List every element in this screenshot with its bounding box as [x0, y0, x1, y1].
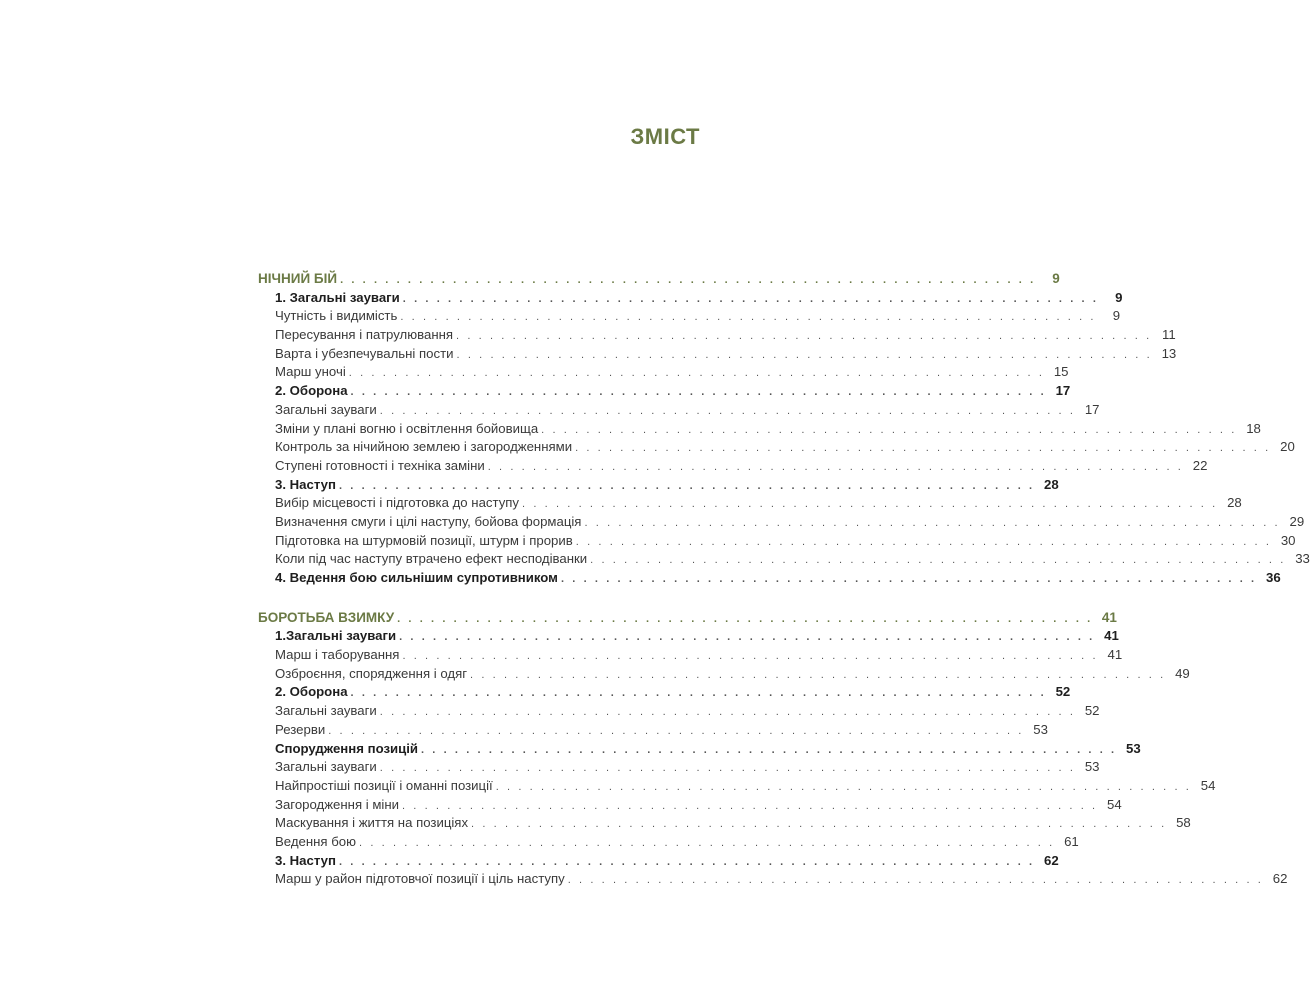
- toc-item-row[interactable]: [258, 438, 1295, 457]
- toc-page-number: 9: [1112, 308, 1121, 324]
- toc-page-number: 9: [1115, 289, 1123, 305]
- toc-item-row[interactable]: [258, 646, 1123, 665]
- toc-page-number: 11: [1162, 327, 1176, 343]
- toc-page-number: 53: [1084, 759, 1100, 775]
- dot-leader: . . . . . . . . . . . . . . . . . . . . . . . . . . . . . . . . . . . . . . . . . . . . . . . . . . . . . . . . . . . . . .: [379, 404, 1076, 417]
- toc-page-number: 17: [1055, 383, 1071, 399]
- toc-entry-label: Коли під час наступу втрачено ефект несподіванки: [275, 551, 588, 567]
- dot-leader: . . . . . . . . . . . . . . . . . . . . . . . . . . . . . . . . . . . . . . . . . . . . . . . . . . . . . . . . . . . . . .: [402, 799, 1098, 812]
- toc-item-row[interactable]: [258, 457, 1208, 476]
- dot-leader: . . . . . . . . . . . . . . . . . . . . . . . . . . . . . . . . . . . . . . . . . . . . . . . . . . . . . . . . . . . . . .: [400, 311, 1097, 324]
- toc-item-row[interactable]: [258, 796, 1122, 815]
- toc-chapter-row[interactable]: [258, 476, 1059, 495]
- toc-item-row[interactable]: [258, 814, 1191, 833]
- dot-leader: . . . . . . . . . . . . . . . . . . . . . . . . . . . . . . . . . . . . . . . . . . . . . . . . . . . . . . . . . . . . . .: [402, 292, 1099, 305]
- toc-page-number: 52: [1084, 703, 1100, 719]
- dot-leader: . . . . . . . . . . . . . . . . . . . . . . . . . . . . . . . . . . . . . . . . . . . . . . . . . . . . . . . . . . . . . .: [399, 631, 1095, 644]
- toc-entry-label: 4. Ведення бою сильнішим супротивником: [275, 570, 558, 585]
- toc-section: [258, 270, 1310, 588]
- dot-leader: . . . . . . . . . . . . . . . . . . . . . . . . . . . . . . . . . . . . . . . . . . . . . . . . . . . . . . . . . . . . . .: [575, 535, 1272, 548]
- toc-page-number: 36: [1266, 570, 1281, 585]
- toc-page-number: 54: [1200, 777, 1216, 793]
- toc-entry-label: НІЧНИЙ БІЙ: [258, 271, 338, 286]
- dot-leader: . . . . . . . . . . . . . . . . . . . . . . . . . . . . . . . . . . . . . . . . . . . . . . . . . . . . . . . . . . . . . .: [397, 612, 1093, 625]
- dot-leader: . . . . . . . . . . . . . . . . . . . . . . . . . . . . . . . . . . . . . . . . . . . . . . . . . . . . . . . . . . . . . .: [379, 706, 1076, 719]
- dot-leader: . . . . . . . . . . . . . . . . . . . . . . . . . . . . . . . . . . . . . . . . . . . . . . . . . . . . . . . . . . . . . .: [350, 687, 1047, 700]
- toc-page-number: 15: [1053, 364, 1069, 380]
- dot-leader: . . . . . . . . . . . . . . . . . . . . . . . . . . . . . . . . . . . . . . . . . . . . . . . . . . . . . . . . . . . . . .: [350, 386, 1047, 399]
- dot-leader: . . . . . . . . . . . . . . . . . . . . . . . . . . . . . . . . . . . . . . . . . . . . . . . . . . . . . . . . . . . . . .: [338, 855, 1035, 868]
- toc-chapter-row[interactable]: [258, 740, 1141, 759]
- toc-page-number: 54: [1107, 796, 1122, 812]
- toc-page-number: 29: [1289, 513, 1305, 529]
- toc-entry-label: 3. Наступ: [275, 476, 336, 492]
- toc-chapter-row[interactable]: [258, 683, 1071, 702]
- toc-entry-label: Озброєння, спорядження і одяг: [275, 665, 468, 681]
- toc-chapter-row[interactable]: [258, 382, 1071, 401]
- dot-leader: . . . . . . . . . . . . . . . . . . . . . . . . . . . . . . . . . . . . . . . . . . . . . . . . . . . . . . . . . . . . . .: [590, 554, 1286, 567]
- toc-entry-label: Зміни у плані вогню і освітлення бойовища: [275, 420, 539, 436]
- toc-entry-label: Контроль за нічийною землею і загородженнями: [275, 439, 573, 455]
- toc-chapter-row[interactable]: [258, 627, 1119, 646]
- dot-leader: . . . . . . . . . . . . . . . . . . . . . . . . . . . . . . . . . . . . . . . . . . . . . . . . . . . . . . . . . . . . . .: [567, 874, 1264, 887]
- toc-entry-label: Спорудження позицій: [275, 740, 418, 756]
- toc-item-row[interactable]: [258, 363, 1069, 382]
- toc-item-row[interactable]: [258, 777, 1216, 796]
- toc-entry-label: Загальні зауваги: [275, 703, 377, 719]
- dot-leader: . . . . . . . . . . . . . . . . . . . . . . . . . . . . . . . . . . . . . . . . . . . . . . . . . . . . . . . . . . . . . .: [470, 668, 1166, 681]
- toc-page-number: 41: [1101, 609, 1117, 625]
- toc-part-row[interactable]: [258, 270, 1060, 289]
- toc-entry-label: Ведення бою: [275, 833, 357, 849]
- dot-leader: . . . . . . . . . . . . . . . . . . . . . . . . . . . . . . . . . . . . . . . . . . . . . . . . . . . . . . . . . . . . . .: [456, 330, 1152, 343]
- toc-item-row[interactable]: [258, 401, 1100, 420]
- toc-page-number: 53: [1126, 740, 1141, 756]
- toc-chapter-row[interactable]: [258, 289, 1123, 308]
- toc-entry-label: Загальні зауваги: [275, 759, 377, 775]
- toc-item-row[interactable]: [258, 870, 1288, 889]
- dot-leader: . . . . . . . . . . . . . . . . . . . . . . . . . . . . . . . . . . . . . . . . . . . . . . . . . . . . . . . . . . . . . .: [541, 423, 1237, 436]
- toc-entry-label: Підготовка на штурмовій позиції, штурм і прорив: [275, 532, 573, 548]
- toc-entry-label: 2. Оборона: [275, 684, 348, 700]
- toc-page-number: 28: [1227, 495, 1242, 511]
- dot-leader: . . . . . . . . . . . . . . . . . . . . . . . . . . . . . . . . . . . . . . . . . . . . . . . . . . . . . . . . . . . . . .: [348, 367, 1045, 380]
- toc-entry-label: Чутність і видимість: [275, 308, 398, 324]
- dot-leader: . . . . . . . . . . . . . . . . . . . . . . . . . . . . . . . . . . . . . . . . . . . . . . . . . . . . . . . . . . . . . .: [495, 780, 1192, 793]
- toc-entry-label: Маскування і життя на позиціях: [275, 815, 469, 831]
- toc-entry-label: Загородження і міни: [275, 796, 399, 812]
- toc-chapter-row[interactable]: [258, 569, 1281, 588]
- toc-entry-label: 3. Наступ: [275, 852, 336, 868]
- toc-item-row[interactable]: [258, 494, 1242, 513]
- dot-leader: . . . . . . . . . . . . . . . . . . . . . . . . . . . . . . . . . . . . . . . . . . . . . . . . . . . . . . . . . . . . . .: [340, 274, 1036, 286]
- toc-page-number: 41: [1107, 647, 1123, 663]
- toc-entry-label: Вибір місцевості і підготовка до наступу: [275, 495, 520, 511]
- dot-leader: . . . . . . . . . . . . . . . . . . . . . . . . . . . . . . . . . . . . . . . . . . . . . . . . . . . . . . . . . . . . . .: [456, 348, 1153, 361]
- toc-page-number: 17: [1084, 401, 1100, 417]
- toc-item-row[interactable]: [258, 307, 1121, 326]
- toc-page-number: 58: [1176, 815, 1191, 831]
- toc-page-number: 9: [1052, 271, 1060, 286]
- toc-page-number: 28: [1044, 476, 1059, 492]
- toc-entry-label: Марш уночі: [275, 364, 346, 380]
- dot-leader: . . . . . . . . . . . . . . . . . . . . . . . . . . . . . . . . . . . . . . . . . . . . . . . . . . . . . . . . . . . . . .: [379, 762, 1076, 775]
- toc-page-number: 20: [1280, 439, 1295, 455]
- toc-page-number: 61: [1064, 833, 1079, 849]
- toc-part-row[interactable]: [258, 609, 1117, 628]
- dot-leader: . . . . . . . . . . . . . . . . . . . . . . . . . . . . . . . . . . . . . . . . . . . . . . . . . . . . . . . . . . . . . .: [487, 460, 1184, 473]
- toc-entry-label: 2. Оборона: [275, 383, 348, 399]
- toc-section: [258, 609, 1288, 889]
- toc-item-row[interactable]: [258, 758, 1100, 777]
- toc-entry-label: Визначення смуги і цілі наступу, бойова формація: [275, 513, 582, 529]
- toc-entry-label: Марш і таборування: [275, 647, 400, 663]
- toc-page-number: 49: [1175, 665, 1190, 681]
- toc-page-number: 62: [1272, 871, 1288, 887]
- toc-entry-label: Пересування і патрулювання: [275, 327, 454, 343]
- dot-leader: . . . . . . . . . . . . . . . . . . . . . . . . . . . . . . . . . . . . . . . . . . . . . . . . . . . . . . . . . . . . . .: [471, 818, 1167, 831]
- toc-entry-label: 1. Загальні зауваги: [275, 289, 400, 305]
- toc-page-number: 33: [1295, 551, 1310, 567]
- toc-item-row[interactable]: [258, 550, 1310, 569]
- toc-page-number: 52: [1055, 684, 1071, 700]
- toc-item-row[interactable]: [258, 721, 1048, 740]
- toc-entry-label: Резерви: [275, 721, 326, 737]
- toc-item-row[interactable]: [258, 420, 1261, 439]
- toc-entry-label: Загальні зауваги: [275, 401, 377, 417]
- toc-item-row[interactable]: [258, 345, 1177, 364]
- toc-page-number: 30: [1280, 532, 1296, 548]
- dot-leader: . . . . . . . . . . . . . . . . . . . . . . . . . . . . . . . . . . . . . . . . . . . . . . . . . . . . . . . . . . . . . .: [575, 442, 1271, 455]
- toc-page-number: 18: [1246, 420, 1261, 436]
- dot-leader: . . . . . . . . . . . . . . . . . . . . . . . . . . . . . . . . . . . . . . . . . . . . . . . . . . . . . . . . . . . . . .: [338, 479, 1035, 492]
- toc-page-number: 62: [1044, 852, 1059, 868]
- toc-item-row[interactable]: [258, 326, 1176, 345]
- toc-entry-label: Варта і убезпечувальні пости: [275, 345, 454, 361]
- toc-entry-label: БОРОТЬБА ВЗИМКУ: [258, 609, 395, 625]
- toc-page-number: 22: [1192, 457, 1208, 473]
- toc-item-row[interactable]: [258, 665, 1190, 684]
- page-title: ЗМІСТ: [630, 124, 700, 149]
- toc-entry-label: Найпростіші позиції і оманні позиції: [275, 777, 493, 793]
- toc-entry-label: Марш у район підготовчої позиції і ціль наступу: [275, 871, 565, 887]
- dot-leader: . . . . . . . . . . . . . . . . . . . . . . . . . . . . . . . . . . . . . . . . . . . . . . . . . . . . . . . . . . . . . .: [359, 836, 1055, 849]
- toc-entry-label: Ступені готовності і техніка заміни: [275, 457, 485, 473]
- dot-leader: . . . . . . . . . . . . . . . . . . . . . . . . . . . . . . . . . . . . . . . . . . . . . . . . . . . . . . . . . . . . . .: [402, 650, 1099, 663]
- toc-item-row[interactable]: [258, 833, 1079, 852]
- dot-leader: . . . . . . . . . . . . . . . . . . . . . . . . . . . . . . . . . . . . . . . . . . . . . . . . . . . . . . . . . . . . . .: [421, 743, 1117, 756]
- toc-item-row[interactable]: [258, 702, 1100, 721]
- toc-entry-label: 1.Загальні зауваги: [275, 628, 397, 644]
- dot-leader: . . . . . . . . . . . . . . . . . . . . . . . . . . . . . . . . . . . . . . . . . . . . . . . . . . . . . . . . . . . . . .: [584, 516, 1281, 529]
- toc-page-number: 13: [1161, 345, 1177, 361]
- toc-item-row[interactable]: [258, 513, 1305, 532]
- dot-leader: . . . . . . . . . . . . . . . . . . . . . . . . . . . . . . . . . . . . . . . . . . . . . . . . . . . . . . . . . . . . . .: [328, 724, 1024, 737]
- toc-page-number: 41: [1104, 628, 1119, 644]
- dot-leader: . . . . . . . . . . . . . . . . . . . . . . . . . . . . . . . . . . . . . . . . . . . . . . . . . . . . . . . . . . . . . .: [522, 498, 1218, 511]
- toc-page-number: 53: [1033, 721, 1048, 737]
- toc-item-row[interactable]: [258, 532, 1296, 551]
- toc-chapter-row[interactable]: [258, 852, 1059, 871]
- dot-leader: . . . . . . . . . . . . . . . . . . . . . . . . . . . . . . . . . . . . . . . . . . . . . . . . . . . . . . . . . . . . . .: [560, 573, 1257, 585]
- table-of-contents: [258, 270, 1310, 910]
